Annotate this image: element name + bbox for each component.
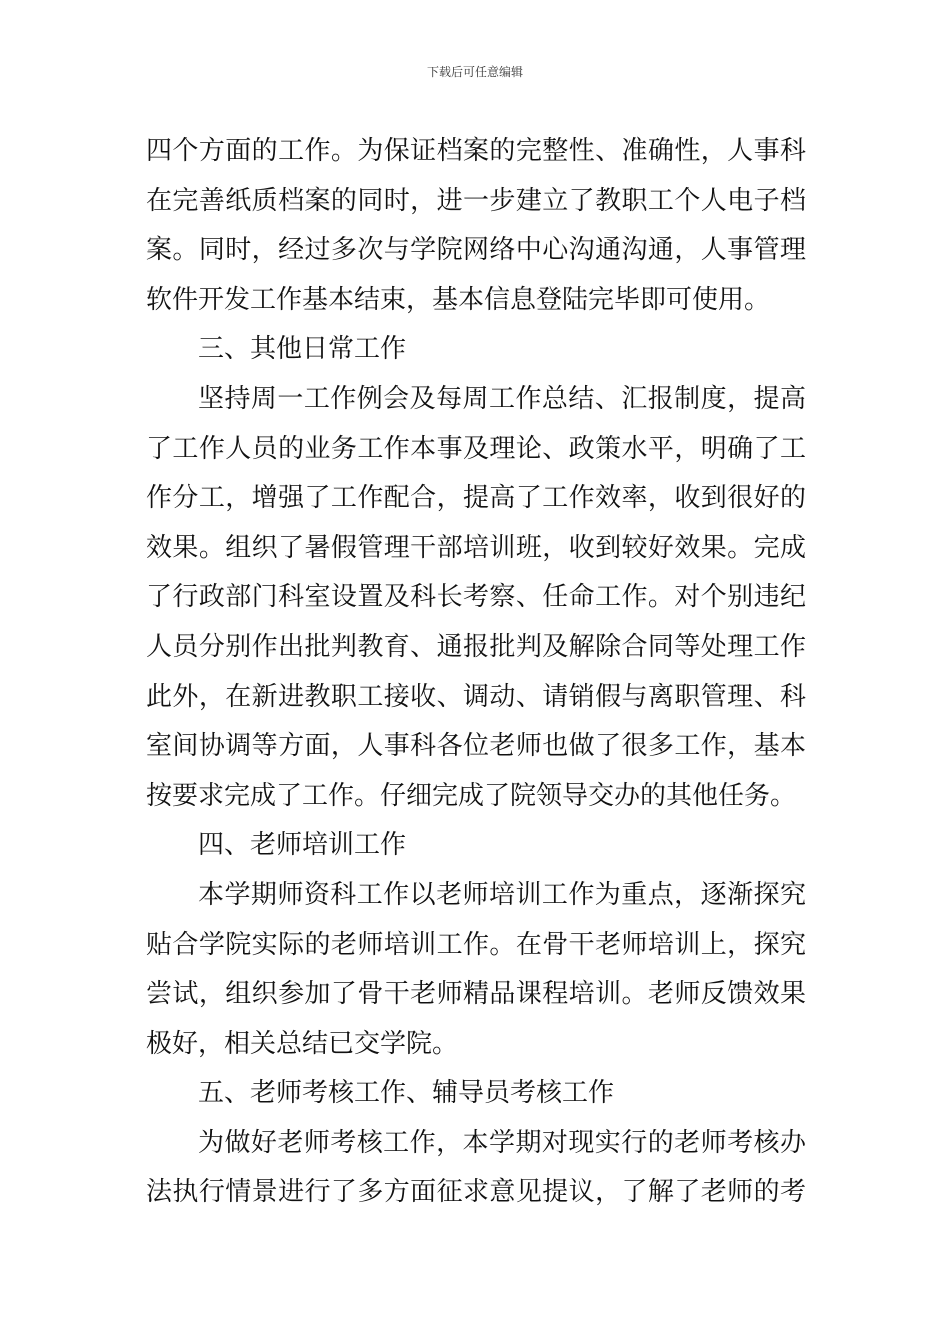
text-line: 四个方面的工作。为保证档案的完整性、准确性，人事科 — [146, 136, 806, 166]
text-line: 法执行情景进行了多方面征求意见提议，了解了老师的考 — [146, 1177, 806, 1208]
text-line: 按要求完成了工作。仔细完成了院领导交办的其他任务。 — [146, 780, 797, 811]
text-line: 尝试，组织参加了骨干老师精品课程培训。老师反馈效果 — [146, 979, 806, 1010]
text-line: 本学期师资科工作以老师培训工作为重点，逐渐探究 — [198, 879, 806, 910]
text-line: 在完善纸质档案的同时，进一步建立了教职工个人电子档 — [146, 185, 806, 216]
text-line: 贴合学院实际的老师培训工作。在骨干老师培训上，探究 — [146, 929, 806, 960]
text-line: 了工作人员的业务工作本事及理论、政策水平，明确了工 — [146, 433, 806, 464]
text-line: 效果。组织了暑假管理干部培训班，收到较好效果。完成 — [146, 532, 806, 563]
text-line: 为做好老师考核工作，本学期对现实行的老师考核办 — [198, 1127, 806, 1158]
text-line: 案。同时，经过多次与学院网络中心沟通沟通，人事管理 — [146, 235, 806, 266]
section-heading: 三、其他日常工作 — [198, 334, 407, 365]
text-line: 室间协调等方面，人事科各位老师也做了很多工作，基本 — [146, 731, 806, 762]
text-line: 软件开发工作基本结束，基本信息登陆完毕即可使用。 — [146, 284, 771, 315]
text-line: 了行政部门科室设置及科长考察、任命工作。对个别违纪 — [146, 582, 806, 613]
text-line: 坚持周一工作例会及每周工作总结、汇报制度，提高 — [198, 383, 806, 414]
page-header: 下载后可任意编辑 — [426, 65, 523, 79]
text-line: 此外，在新进教职工接收、调动、请销假与离职管理、科 — [146, 681, 806, 712]
text-line: 作分工，增强了工作配合，提高了工作效率，收到很好的 — [146, 483, 806, 514]
text-line: 人员分别作出批判教育、通报批判及解除合同等处理工作 — [146, 631, 806, 662]
section-heading: 五、老师考核工作、辅导员考核工作 — [198, 1078, 615, 1109]
document-body — [146, 127, 806, 1218]
section-heading: 四、老师培训工作 — [198, 830, 407, 861]
text-line: 极好，相关总结已交学院。 — [146, 1028, 459, 1059]
